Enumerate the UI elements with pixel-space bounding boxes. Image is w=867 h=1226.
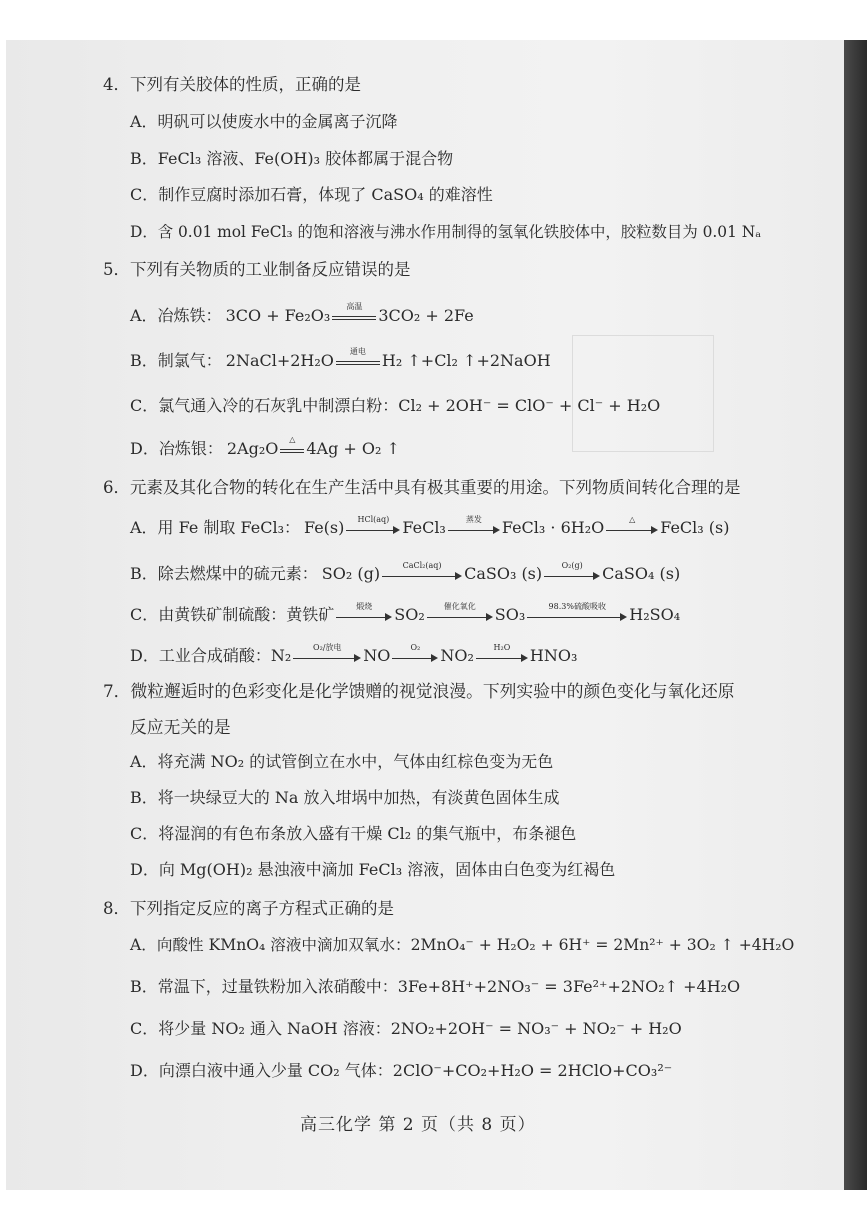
- scan-edge: [844, 40, 867, 1190]
- q6-option-a: A．用 Fe 制取 FeCl₃： Fe(s) HCl(aq) FeCl₃ 蒸发 FeCl₃ · 6H₂O △ FeCl₃ (s): [130, 514, 730, 537]
- page-footer: 高三化学 第 2 页（共 8 页）: [300, 1115, 536, 1135]
- q5-option-d: D．冶炼银： 2Ag₂O △ 4Ag + O₂ ↑: [130, 434, 400, 458]
- q4-option-a: A．明矾可以使废水中的金属离子沉降: [130, 112, 398, 131]
- q5-option-c: C．氯气通入冷的石灰乳中制漂白粉：Cl₂ + 2OH⁻ = ClO⁻ + Cl⁻ + H₂O: [130, 396, 661, 415]
- q6-option-b: B．除去燃煤中的硫元素： SO₂ (g) CaCl₂(aq) CaSO₃ (s) O₂(g) CaSO₄ (s): [130, 560, 681, 583]
- reaction-arrow: 蒸发: [448, 521, 500, 537]
- q4-option-b: B．FeCl₃ 溶液、Fe(OH)₃ 胶体都属于混合物: [130, 149, 454, 168]
- q6-option-d: D．工业合成硝酸：N₂ O₂/放电 NO O₂ NO₂ H₂O HNO₃: [130, 642, 578, 665]
- q7-stem-line1: 7．微粒邂逅时的色彩变化是化学馈赠的视觉浪漫。下列实验中的颜色变化与氧化还原: [103, 681, 735, 701]
- reaction-arrow: 98.3%硫酸吸收: [527, 608, 627, 624]
- bleed-through-table: [572, 335, 714, 452]
- equilibrium-sign: △: [280, 442, 304, 458]
- reaction-arrow: △: [606, 521, 658, 537]
- q5-option-a: A．冶炼铁： 3CO + Fe₂O₃ 高温 3CO₂ + 2Fe: [130, 301, 474, 325]
- reaction-arrow: O₂(g): [544, 567, 600, 583]
- reaction-arrow: CaCl₂(aq): [382, 567, 462, 583]
- q4-option-d: D．含 0.01 mol FeCl₃ 的饱和溶液与沸水作用制得的氢氧化铁胶体中，胶粒数目为 0.01 Nₐ: [130, 223, 762, 241]
- q8-option-b: B．常温下，过量铁粉加入浓硝酸中：3Fe+8H⁺+2NO₃⁻ = 3Fe²⁺+2NO₂↑ +4H₂O: [130, 977, 741, 996]
- q8-option-c: C．将少量 NO₂ 通入 NaOH 溶液：2NO₂+2OH⁻ = NO₃⁻ + NO₂⁻ + H₂O: [130, 1019, 682, 1038]
- q6-stem: 6．元素及其化合物的转化在生产生活中具有极其重要的用途。下列物质间转化合理的是: [103, 478, 741, 497]
- reaction-arrow: H₂O: [476, 649, 528, 665]
- q4-option-c: C．制作豆腐时添加石膏，体现了 CaSO₄ 的难溶性: [130, 185, 493, 204]
- reaction-arrow: O₂/放电: [293, 649, 361, 665]
- equilibrium-sign: 高温: [332, 309, 376, 325]
- q7-option-d: D．向 Mg(OH)₂ 悬浊液中滴加 FeCl₃ 溶液，固体由白色变为红褐色: [130, 860, 616, 879]
- q7-option-a: A．将充满 NO₂ 的试管倒立在水中，气体由红棕色变为无色: [130, 752, 554, 771]
- q7-option-c: C．将湿润的有色布条放入盛有干燥 Cl₂ 的集气瓶中，布条褪色: [130, 824, 577, 843]
- q5-stem: 5．下列有关物质的工业制备反应错误的是: [103, 260, 411, 279]
- q5-option-b: B．制氯气： 2NaCl+2H₂O 通电 H₂ ↑+Cl₂ ↑+2NaOH: [130, 346, 551, 370]
- q8-stem: 8．下列指定反应的离子方程式正确的是: [103, 899, 394, 918]
- reaction-arrow: 催化氧化: [427, 608, 493, 624]
- reaction-arrow: O₂: [392, 649, 438, 665]
- q7-stem-line2: 反应无关的是: [130, 717, 231, 737]
- reaction-arrow: HCl(aq): [346, 521, 400, 537]
- q8-option-d: D．向漂白液中通入少量 CO₂ 气体：2ClO⁻+CO₂+H₂O = 2HClO+CO₃²⁻: [130, 1061, 673, 1080]
- q4-stem: 4．下列有关胶体的性质，正确的是: [103, 75, 361, 94]
- q8-option-a: A．向酸性 KMnO₄ 溶液中滴加双氧水：2MnO₄⁻ + H₂O₂ + 6H⁺ = 2Mn²⁺ + 3O₂ ↑ +4H₂O: [130, 936, 795, 954]
- equilibrium-sign: 通电: [336, 354, 380, 370]
- reaction-arrow: 煅烧: [336, 608, 392, 624]
- q7-option-b: B．将一块绿豆大的 Na 放入坩埚中加热，有淡黄色固体生成: [130, 788, 560, 807]
- q6-option-c: C．由黄铁矿制硫酸：黄铁矿 煅烧 SO₂ 催化氧化 SO₃ 98.3%硫酸吸收 H₂SO₄: [130, 601, 681, 624]
